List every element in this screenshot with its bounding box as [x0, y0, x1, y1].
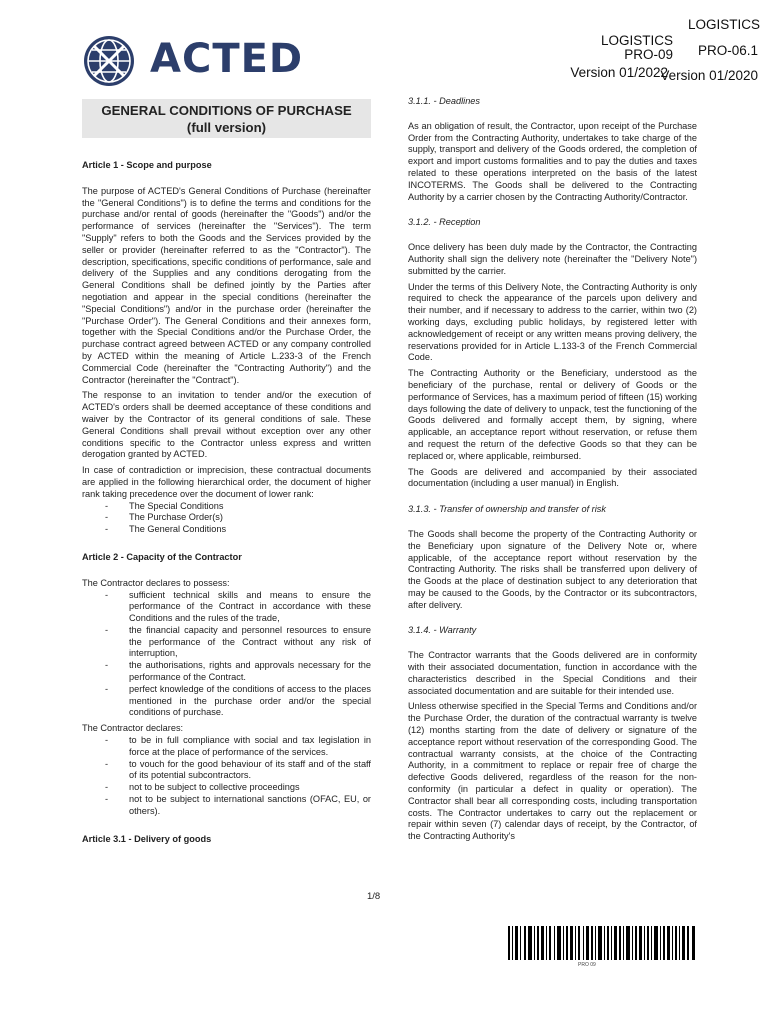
- header-dept-overlay: LOGISTICS: [600, 33, 673, 48]
- logo-wordmark: ACTED: [150, 36, 304, 82]
- list-item: - perfect knowledge of the conditions of access to the places mentioned in the purchase order and/or the special conditions of purchase.: [82, 684, 371, 719]
- barcode-icon: [508, 926, 695, 966]
- section-3-1-1-paragraph: As an obligation of result, the Contractor, upon receipt of the Purchase Order from the Contracting Authority, undertakes to take charge of the supply, transport and delivery of the Goods ordered, the completion of export and import customs formalities and to pay the duties and taxes related to these operations interpreted on the basis of the latest INCOTERMS. The Goods shall be delivered to the Contracting Authority by a carrier chosen by the Contracting Authority/Contractor.: [408, 120, 697, 202]
- section-3-1-4-paragraph-1: The Contractor warrants that the Goods delivered are in conformity with their associated documentation, function in accordance with the characteristics described in the Special Conditions and their associated documentation and are suitable for their intended use.: [408, 650, 697, 696]
- document-title: [82, 99, 371, 138]
- header-version-alt: Version 01/2020: [660, 68, 758, 83]
- document-title-main: GENERAL CONDITIONS OF PURCHASE: [101, 103, 352, 118]
- left-column: [82, 96, 371, 859]
- section-3-1-4-heading: 3.1.4. - Warranty: [408, 625, 477, 636]
- list-item: - the authorisations, rights and approvals necessary for the performance of the Contract.: [82, 660, 371, 684]
- barcode-caption: PRO 09: [578, 962, 596, 968]
- article-2-heading: Article 2 - Capacity of the Contractor: [82, 551, 242, 562]
- header-dept: LOGISTICS: [687, 17, 760, 32]
- document-title-sub: (full version): [186, 120, 267, 135]
- article-1-paragraph-2: The response to an invitation to tender and/or the execution of ACTED's orders shall be deemed acceptance of these conditions and waiver by the Contractor of its general conditions of sale. These General Conditions shall prevail without exception over any other conditions specific to the Contractor unless express and written derogation granted by ACTED.: [82, 390, 371, 460]
- section-3-1-2-paragraph-4: The Goods are delivered and accompanied by their associated documentation (including a user manual) in English.: [408, 466, 697, 489]
- acted-logo: [82, 34, 317, 92]
- list-item: - to be in full compliance with social and tax legislation in force at the place of performance of the services.: [82, 735, 371, 759]
- globe-logo-icon: [82, 34, 140, 92]
- article-3-1-heading: Article 3.1 - Delivery of goods: [82, 833, 212, 844]
- list-item: - The General Conditions: [82, 524, 371, 536]
- hierarchy-list: [82, 501, 371, 536]
- section-3-1-2-paragraph-2: Under the terms of this Delivery Note, the Contracting Authority is only required to check the appearance of the parcels upon delivery and their number, and if necessary to address to the carrier, within two (2) working days, excluding public holidays, by registered letter with acknowledgement of receipt or any written means proving delivery, the reservations provided for in Article L.133-3 of the French Commercial Code.: [408, 281, 697, 363]
- article-2-paragraph-2: The Contractor declares:: [82, 723, 184, 734]
- capacity-list: [82, 590, 371, 720]
- section-3-1-2-paragraph-1: Once delivery has been duly made by the Contractor, the Contracting Authority shall sign the delivery note (hereinafter the "Delivery Note") submitted by the carrier.: [408, 242, 697, 276]
- article-2-paragraph-1: The Contractor declares to possess:: [82, 577, 230, 588]
- section-3-1-3-paragraph: The Goods shall become the property of the Contracting Authority or the Beneficiary upon signature of the Delivery Note or, where applicable, of the acceptance report without reservation by the Contracting Authority. The risks shall be transferred upon delivery of the Goods at the place of destination subject to any deterioration that may be caused to the Goods, by the Contractor or its subcontractors, after delivery.: [408, 528, 697, 610]
- list-item: - to vouch for the good behaviour of its staff and of the staff of its potential subcontractors.: [82, 759, 371, 783]
- list-item: - sufficient technical skills and means to ensure the performance of the Contract in accordance with these Conditions and the rules of the trade,: [82, 590, 371, 625]
- right-column: [408, 96, 697, 847]
- section-3-1-2-paragraph-3: The Contracting Authority or the Beneficiary, understood as the beneficiary of the purchase, rental or delivery of Goods or the performance of Services, has a maximum period of fifteen (15) working days following the date of delivery to unpack, test the functioning of the Goods delivered and formally accept them, by signing, where applicable, an acceptance report without reservation, or refuse them and request the return of the defective Goods so that they can be replaced or, where applicable, reimbursed.: [408, 368, 697, 461]
- list-item: - the financial capacity and personnel resources to ensure the performance of the Contract without any risk of interruption,: [82, 625, 371, 660]
- header-version: Version 01/2022: [570, 65, 668, 80]
- page-number: 1/8: [367, 891, 381, 902]
- list-item: - not to be subject to international sanctions (OFAC, EU, or others).: [82, 794, 371, 818]
- header-code-alt: PRO-06.1: [697, 43, 758, 58]
- section-3-1-2-heading: 3.1.2. - Reception: [408, 217, 481, 228]
- header-code: PRO-09: [624, 47, 673, 62]
- article-1-paragraph-3: In case of contradiction or imprecision, these contractual documents are applied in the following hierarchical order, the document of higher rank taking precedence over the document of lower rank:: [82, 465, 371, 499]
- article-1-paragraph-1: The purpose of ACTED's General Conditions of Purchase (hereinafter the "General Conditions") is to define the terms and conditions for the purchase and/or rental of goods (hereinafter the "Goods") and/or the performance of services (hereinafter the "Services"). The term "Supply" refers to both the Goods and the Services provided by the seller or provider (hereinafter referred to as the "Contractor"). The description, specifications, specific conditions of performance, sale and delivery of the Supplies and any conditions derogating from the General Conditions shall be defined jointly by the Parties after negotiation and appear in the special conditions (hereinafter the "Special Conditions") and/or in the purchase order (hereinafter the "Purchase Order"). The General Conditions and their annexes form, together with the Special Conditions and/or the Purchase Order, the purchase contract agreed between ACTED or any company controlled by ACTED within the meaning of Article L.233-3 of the French Commercial Code (hereinafter the "Contracting Authority") and the Contractor (hereinafter the "Contract").: [82, 185, 371, 385]
- section-3-1-1-heading: 3.1.1. - Deadlines: [408, 96, 481, 106]
- section-3-1-4-paragraph-2: Unless otherwise specified in the Special Terms and Conditions and/or the Purchase Order, the duration of the contractual warranty is twelve (12) months starting from the date of delivery or signature of the acceptance report without reservation of the corresponding Good. The contractual warranty consists, at the choice of the Contracting Authority, in a commitment to replace or repair free of charge the defective Goods delivered, regardless of the reason for the non-conformity (in particular a defect in quality or operation). The Contractor shall bear all corresponding costs, including transportation costs. The Contractor undertakes to carry out the replacement or repair within seven (7) calendar days of receipt, by the Contractor, of the Contracting Authority's: [408, 701, 697, 842]
- section-3-1-3-heading: 3.1.3. - Transfer of ownership and transfer of risk: [408, 504, 606, 515]
- list-item: - The Purchase Order(s): [82, 512, 371, 524]
- declarations-list: [82, 735, 371, 818]
- list-item: - The Special Conditions: [82, 501, 371, 513]
- article-1-heading: Article 1 - Scope and purpose: [82, 160, 212, 170]
- list-item: - not to be subject to collective proceedings: [82, 782, 371, 794]
